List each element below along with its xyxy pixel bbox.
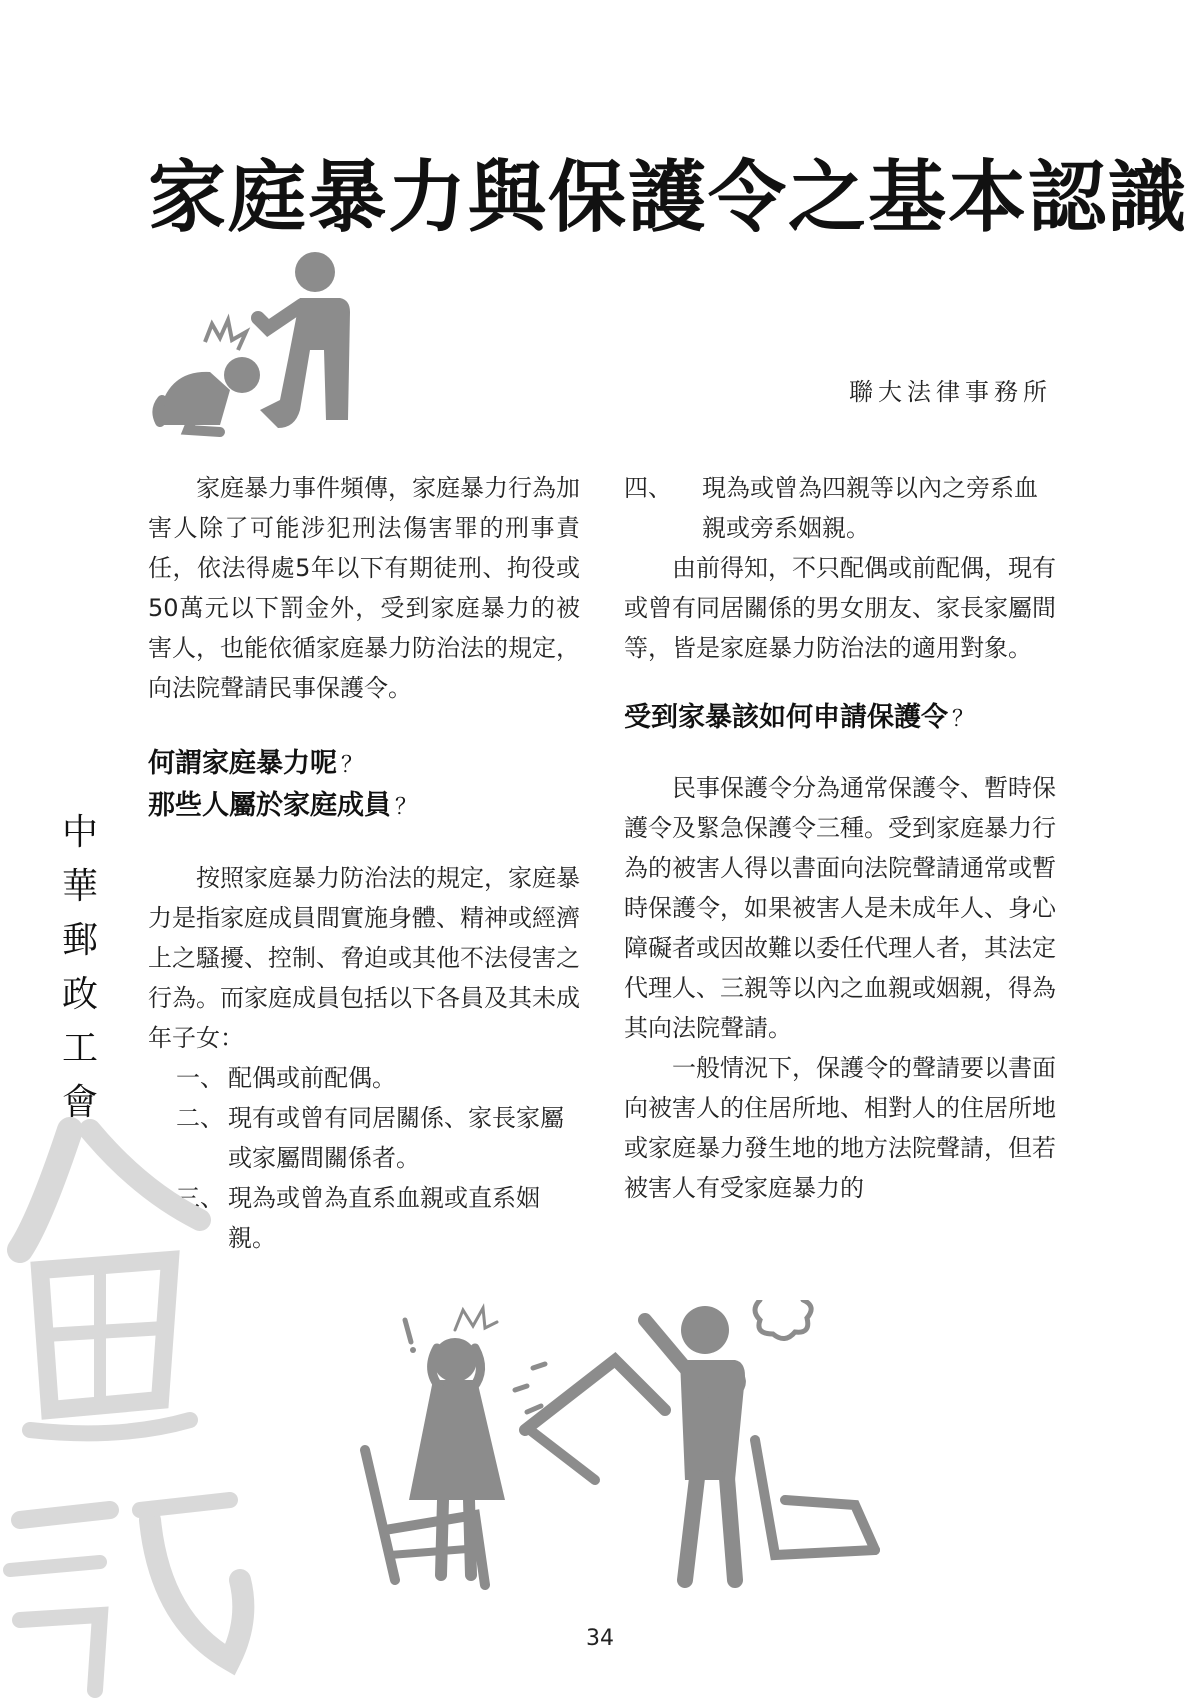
list-item-text: 現為或曾為四親等以內之旁系血親或旁系姻親。 (702, 474, 1038, 542)
list-item-number: 四、 (624, 474, 672, 502)
list-item-text: 現為或曾為直系血親或直系姻親。 (228, 1184, 540, 1252)
right-column (624, 468, 1056, 1208)
intro-paragraph: 家庭暴力事件頻傳，家庭暴力行為加害人除了可能涉犯刑法傷害罪的刑事責任，依法得處5年以下有期徒刑、拘役或50萬元以下罰金外，受到家庭暴力的被害人，也能依循家庭暴力防治法的規定，向法院聲請民事保護令。 (148, 474, 580, 702)
list-item (148, 1058, 580, 1098)
sidebar-char: 郵 (61, 920, 98, 961)
list-item (624, 468, 1056, 548)
list-item-number: 三、 (176, 1184, 224, 1212)
order-types-paragraph: 民事保護令分為通常保護令、暫時保護令及緊急保護令三種。受到家庭暴力行為的被害人得以書面向法院聲請通常或暫時保護令，如果被害人是未成年人、身心障礙者或因故難以委任代理人者，其法定代理人、三親等以內之血親或姻親，得為其向法院聲請。 (624, 774, 1056, 1042)
list-item-number: 二、 (176, 1104, 224, 1132)
section-heading-application (624, 698, 1056, 740)
page-number: 34 (586, 1626, 614, 1651)
heading-line-1: 何謂家庭暴力呢 (148, 748, 337, 779)
question-mark: ？ (952, 707, 975, 732)
heading-text: 受到家暴該如何申請保護令 (624, 702, 948, 733)
question-mark: ？ (341, 753, 364, 778)
section-heading-definition (148, 744, 580, 828)
list-item-text: 配偶或前配偶。 (228, 1064, 396, 1092)
list-item-number: 一、 (176, 1064, 224, 1092)
sidebar-char: 華 (61, 866, 98, 907)
list-item-text: 現有或曾有同居關係、家長家屬或家屬間關係者。 (228, 1104, 564, 1172)
family-member-list-continued (624, 468, 1056, 548)
heading-line-2: 那些人屬於家庭成員 (148, 790, 391, 821)
sidebar-char: 中 (61, 812, 98, 853)
union-sidebar-label (60, 806, 100, 1130)
sidebar-char: 工 (61, 1028, 98, 1069)
sidebar-char: 政 (61, 974, 98, 1015)
summary-paragraph: 由前得知，不只配偶或前配偶，現有或曾有同居關係的男女朋友、家長家屬間等，皆是家庭暴力防治法的適用對象。 (624, 554, 1056, 662)
violence-illustration-top (150, 250, 380, 440)
violence-illustration-bottom (355, 1300, 935, 1600)
question-mark: ？ (395, 795, 418, 820)
filing-paragraph: 一般情況下，保護令的聲請要以書面向被害人的住居所地、相對人的住居所地或家庭暴力發生地的地方法院聲請，但若被害人有受家庭暴力的 (624, 1054, 1056, 1202)
definition-paragraph: 按照家庭暴力防治法的規定，家庭暴力是指家庭成員間實施身體、精神或經濟上之騷擾、控制、脅迫或其他不法侵害之行為。而家庭成員包括以下各員及其未成年子女： (148, 864, 580, 1052)
sidebar-char: 會 (61, 1082, 98, 1123)
calligraphy-watermark (0, 1100, 260, 1698)
page-title: 家庭暴力與保護令之基本認識 (148, 152, 1189, 243)
author-name: 聯大法律事務所 (849, 378, 1052, 406)
